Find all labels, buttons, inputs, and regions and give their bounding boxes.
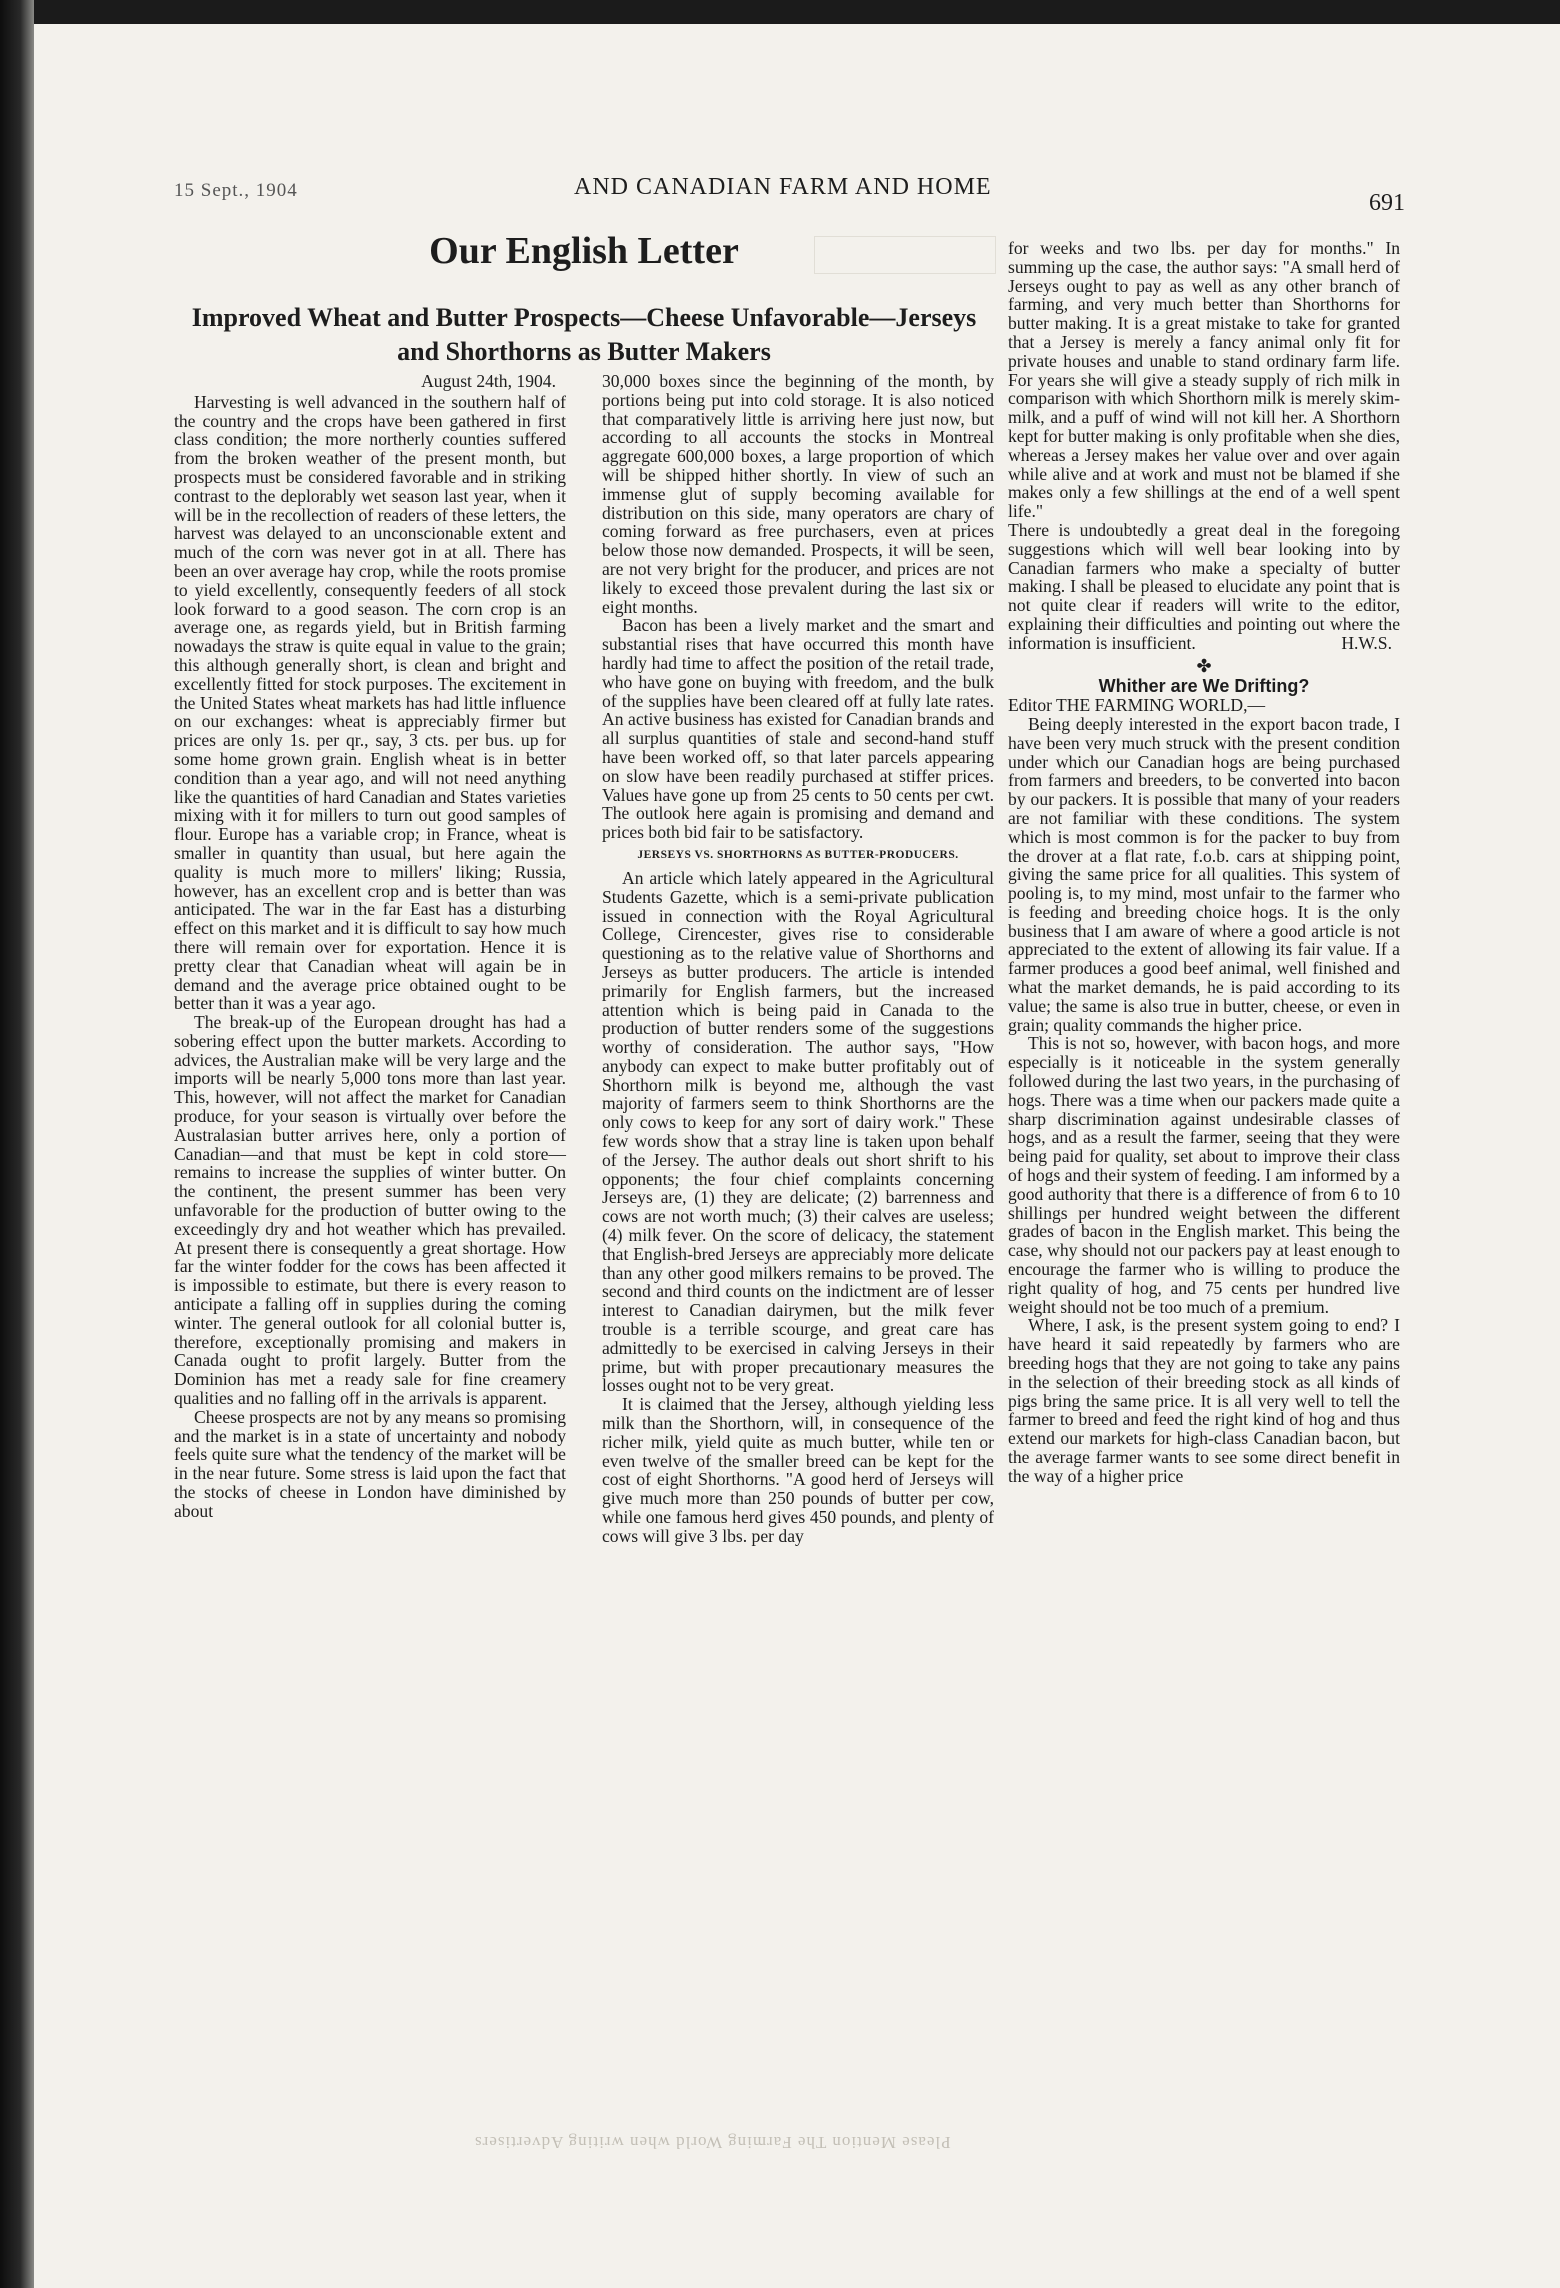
column-1 bbox=[174, 372, 566, 1521]
page-number: 691 bbox=[1369, 190, 1405, 216]
paragraph: Being deeply interested in the export bacon trade, I have been very much struck with the present condition under which our Canadian hogs are being purchased from farmers and breeders, to be converted into bacon by our packers. It is possible that many of your readers are not familiar with these conditions. The system which is most common is for the packer to buy from the drover at a flat rate, f.o.b. cars at shipping point, giving the same price for all qualities. This system of pooling is, to my mind, most unfair to the farmer who is feeding and breeding choice hogs. It is the only business that I am aware of where a good article is not appreciated to the extent of allowing its fair value. If a farmer produces a good beef animal, well finished and what the market demands, he is paid according to its value; the same is also true in butter, cheese, or even in grain; quality commands the higher price. bbox=[1008, 713, 1400, 1035]
author-signature: H.W.S. bbox=[1341, 632, 1392, 653]
paragraph: It is claimed that the Jersey, although yielding less milk than the Shorthorn, will, in consequence of the richer milk, yield quite as much butter, while ten or even twelve of the smaller breed can be kept for the cost of eight Shorthorns. "A good herd of Jerseys will give much more than 250 pounds of butter per cow, while one famous herd gives 450 pounds, and plenty of cows will give 3 lbs. per day bbox=[602, 1394, 994, 1546]
paragraph: The break-up of the European drought has had a sobering effect upon the butter markets. According to advices, the Australian make will be very large and the imports will be nearly 5,000 tons more than last year. This, however, will not affect the market for Canadian produce, for your season is virtually over before the Australasian butter arrives here, only a portion of Canadian—and that must be kept in cold store—remains to increase the supplies of winter butter. On the continent, the present summer has been very unfavorable for the production of butter owing to the exceedingly dry and hot weather which has prevailed. At present there is consequently a great shortage. How far the winter fodder for the cows has been affected it is impossible to estimate, but there is every reason to anticipate a falling off in supplies during the coming winter. The general outlook for all colonial butter is, therefore, exceptionally promising and makers in Canada ought to profit largely. Butter from the Dominion has met a ready sale for fine creamery qualities and no falling off in the arrivals is apparent. bbox=[174, 1012, 566, 1409]
section-subhead: JERSEYS VS. SHORTHORNS AS BUTTER-PRODUCERS. bbox=[637, 848, 959, 861]
running-header bbox=[34, 158, 1560, 216]
paragraph: There is undoubtedly a great deal in the foregoing suggestions which will well bear looking into by Canadian farmers who make a specialty of butter making. I shall be pleased to elucidate any point that is not quite clear if readers will write to the editor, explaining their difficulties and pointing out where the information is insufficient. bbox=[1008, 519, 1400, 653]
article-subtitle: Improved Wheat and Butter Prospects—Cheese Unfavorable—Jerseys and Shorthorns as Butter Makers bbox=[191, 303, 977, 366]
article-heading bbox=[174, 229, 994, 369]
column-2 bbox=[602, 372, 994, 1546]
paragraph: for weeks and two lbs. per day for months." In summing up the case, the author says: "A small herd of Jerseys ought to pay as well as any other branch of farming, and very much better than Shorthorns for butter making. It is a great mistake to take for granted that a Jersey is merely a fancy animal only fit for private houses and unable to stand ordinary farm life. For years she will give a steady supply of rich milk in comparison with which Shorthorn milk is merely skim-milk, and a puff of wind will not kill her. A Shorthorn kept for butter making is only profitable when she dies, whereas a Jersey makes her value over and over again while alive and at work and must not be blamed if she makes only a few shillings at the end of a well spent life." bbox=[1008, 238, 1400, 522]
paragraph: Cheese prospects are not by any means so promising and the market is in a state of uncertainty and nobody feels quite sure what the tendency of the market will be in the near future. Some stress is laid upon the fact that the stocks of cheese in London have diminished by about bbox=[174, 1406, 566, 1521]
magazine-page bbox=[34, 24, 1560, 2288]
letter-heading: Whither are We Drifting? bbox=[1098, 676, 1310, 697]
issue-date: 15 Sept., 1904 bbox=[174, 180, 298, 201]
paragraph: Bacon has been a lively market and the smart and substantial rises that have occurred this month have hardly had time to affect the position of the retail trade, who have gone on buying with freedom, and the bulk of the supplies have been cleared off at fully late rates. An active business has existed for Canadian brands and all surplus quantities of stale and second-hand stuff have been worked off, so that later parcels appearing on slow have been readily purchased at stiffer prices. Values have gone up from 25 cents to 50 cents per cwt. The outlook here again is promising and demand and prices both bid fair to be satisfactory. bbox=[602, 615, 994, 843]
show-through-footer: Please Mention The Farming World when writing Advertisers bbox=[474, 2133, 951, 2152]
editor-salutation: Editor THE FARMING WORLD,— bbox=[1008, 695, 1266, 716]
paragraph: Harvesting is well advanced in the southern half of the country and the crops have been gathered in first class condition; the more northerly counties suffered from the broken weather of the present month, but prospects must be considered favorable and in striking contrast to the deplorably wet season last year, when it will be in the recollection of readers of these letters, the harvest was delayed to an unconscionable extent and much of the corn was never got in at all. There has been an over average hay crop, while the roots promise to yield excellently, consequently feeders of all stock look forward to a good season. The corn crop is an average one, as regards yield, but in British farming nowadays the straw is quite equal in value to the grain; this although generally short, is clean and bright and excellently fitted for stock purposes. The excitement in the United States wheat markets has had little influence on our exchanges: wheat is appreciably firmer but prices are only 1s. per qr., say, 3 cts. per bus. up for some home grown grain. English wheat is in better condition than a year ago, and will not need anything like the quantities of hard Canadian and States varieties mixing with it for millers to turn out good samples of flour. Europe has a variable crop; in France, wheat is smaller in quantity than usual, but here again the quality is much more to millers' liking; Russia, however, has an excellent crop and is better than was anticipated. The war in the far East has a disturbing effect on this market and it is difficult to say how much there will remain over for exportation. Hence it is pretty clear that Canadian wheat will again be in demand and the average price obtained ought to be better than it was a year ago. bbox=[174, 391, 566, 1014]
closing-paragraph bbox=[1008, 521, 1400, 653]
paragraph: 30,000 boxes since the beginning of the month, by portions being put into cold storage. It is also noticed that comparatively little is arriving here just now, but according to all accounts the stocks in Montreal aggregate 600,000 boxes, a large proportion of which will be shipped hither shortly. In view of such an immense glut of supply becoming available for distribution on this side, many operators are chary of coming forward as free purchasers, even at prices below those now demanded. Prospects, it will be seen, are not very bright for the producer, and prices are not likely to exceed those prevalent during the last six or eight months. bbox=[602, 371, 994, 617]
paragraph: An article which lately appeared in the Agricultural Students Gazette, which is a semi-private publication issued in connection with the Royal Agricultural College, Cirencester, gives rise to considerable questioning as to the relative value of Shorthorns and Jerseys as butter producers. The article is intended primarily for English farmers, but the increased attention which is being paid in Canada to the production of butter renders some of the suggestions worthy of consideration. The author says, "How anybody can expect to make butter profitably out of Shorthorn milk is beyond me, although the vast majority of farmers seem to think Shorthorns are the only cows to keep for any sort of dairy work." These few words show that a stray line is taken upon behalf of the Jersey. The author deals out short shrift to his opponents; the four chief complaints concerning Jerseys are, (1) they are delicate; (2) barrenness and cows are not worth much; (3) their calves are useless; (4) milk fever. On the score of delicacy, the statement that English-bred Jerseys are appreciably more delicate than any other good milkers remains to be proved. The second and third counts on the indictment are of lesser interest to Canadian dairymen, but the milk fever trouble is a terrible scourge, and great care has admittedly to be exercised in calving Jerseys in their prime, but with proper precautionary measures the losses ought not to be very great. bbox=[602, 867, 994, 1396]
column-3 bbox=[1008, 239, 1400, 1486]
scan-edge bbox=[0, 0, 34, 2288]
paragraph: This is not so, however, with bacon hogs, and more especially is it noticeable in the system generally followed during the last two years, in the purchasing of hogs. There was a time when our packers made quite a sharp discrimination against undesirable classes of hogs, and as a result the farmer, seeing that they were being paid for quality, set about to improve their class of hogs and their system of feeding. I am informed by a good authority that there is a difference of from 6 to 10 shillings per hundred weight between the different grades of bacon in the English market. This being the case, why should not our packers pay at least enough to encourage the farmer who is willing to produce the right quality of hog, and 75 cents per hundred live weight should not be too much of a premium. bbox=[1008, 1033, 1400, 1317]
dateline: August 24th, 1904. bbox=[421, 371, 556, 391]
running-title: AND CANADIAN FARM AND HOME bbox=[574, 174, 992, 200]
paragraph: Where, I ask, is the present system going to end? I have heard it said repeatedly by farmers who are breeding hogs that they are not going to take any pains in the selection of their breeding stock as all kinds of pigs bring the same price. It is all very well to tell the farmer to breed and feed the right kind of hog and thus extend our markets for high-class Canadian bacon, but the average farmer wants to see some direct benefit in the way of a higher price bbox=[1008, 1315, 1400, 1486]
section-ornament: ✤ bbox=[1196, 655, 1212, 676]
article-title: Our English Letter bbox=[429, 230, 739, 272]
